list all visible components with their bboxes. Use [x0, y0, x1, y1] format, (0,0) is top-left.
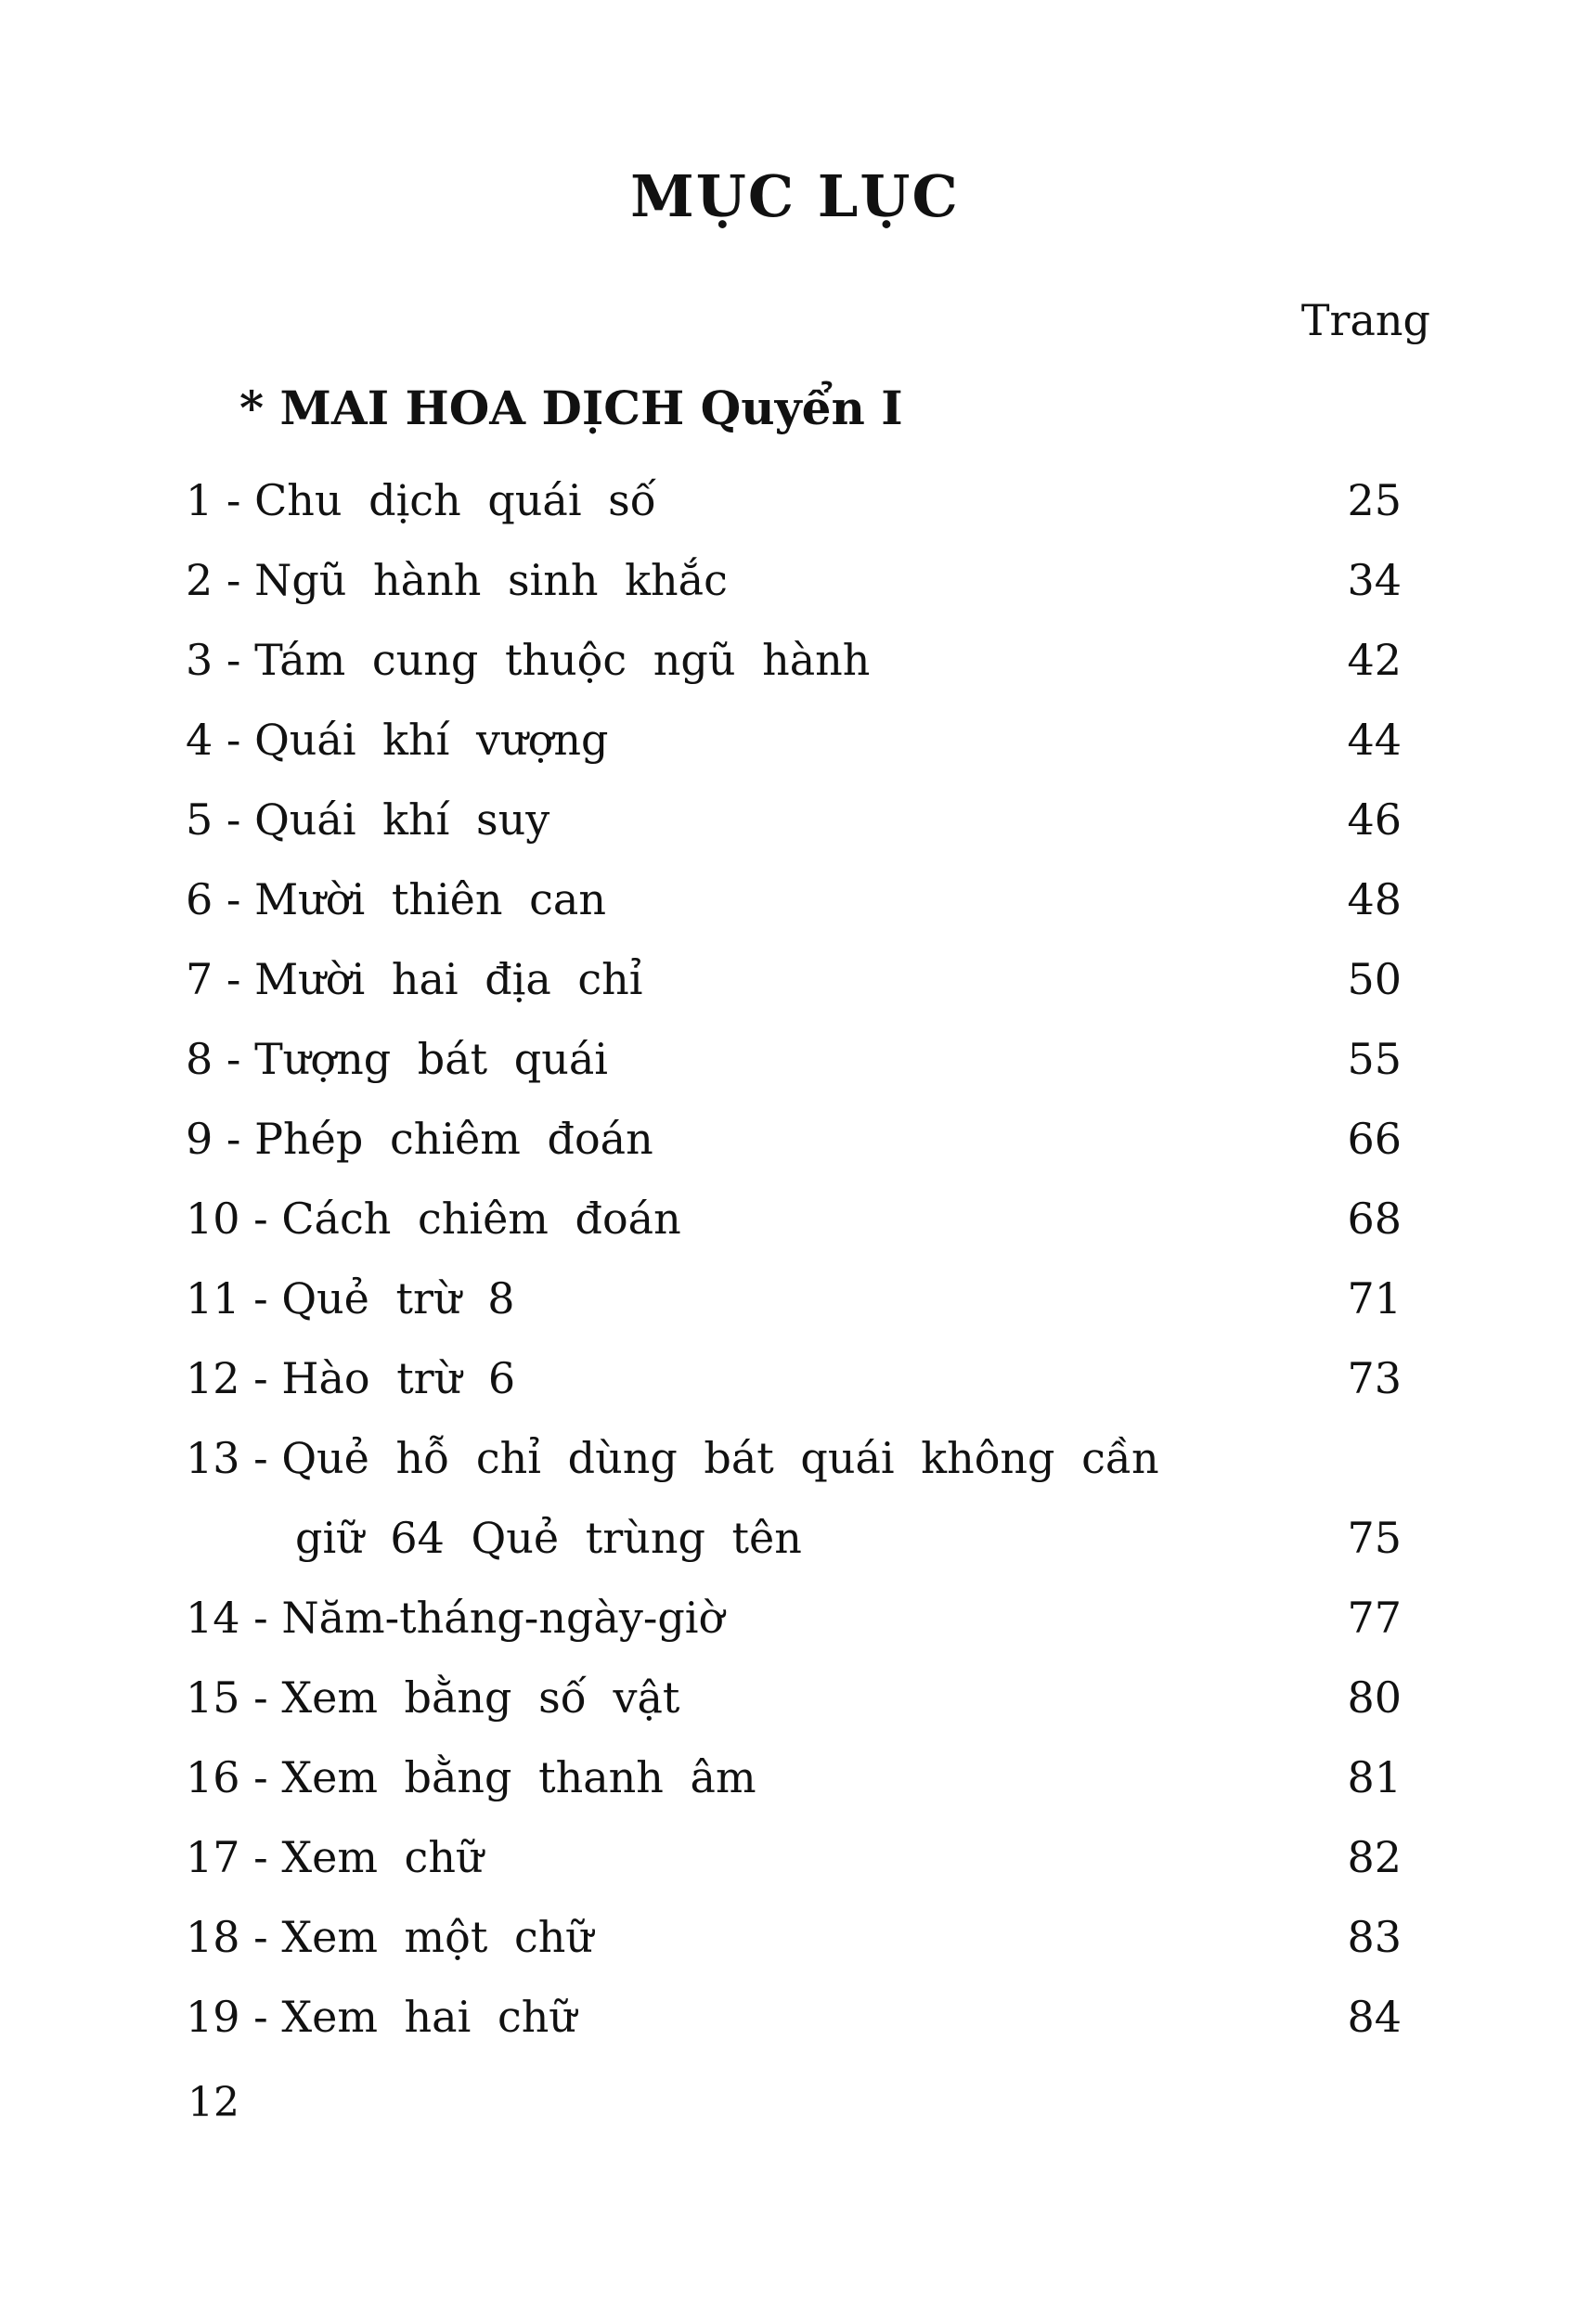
toc-list	[186, 460, 1402, 2057]
toc-entry: 8 - Tượng bát quái 55	[186, 1019, 1402, 1099]
page-column-label: Trang	[1300, 295, 1430, 345]
entry-page: 48	[1347, 874, 1402, 924]
toc-entry: 9 - Phép chiêm đoán 66	[186, 1099, 1402, 1179]
toc-entry: 1 - Chu dịch quái số 25	[186, 460, 1402, 540]
toc-entry: 17 - Xem chữ 82	[186, 1817, 1402, 1897]
toc-entry: 11 - Quẻ trừ 8 71	[186, 1259, 1402, 1338]
entry-title: Chu dịch quái số	[254, 475, 656, 525]
entry-number: 11	[186, 1273, 240, 1323]
entry-page: 34	[1347, 555, 1402, 605]
entry-title: Cách chiêm đoán	[281, 1194, 681, 1244]
entry-title: Xem một chữ	[281, 1912, 593, 1962]
toc-entry: 7 - Mười hai địa chỉ 50	[186, 939, 1402, 1019]
entry-title: Tượng bát quái	[254, 1034, 608, 1084]
entry-title: Phép chiêm đoán	[254, 1114, 653, 1164]
entry-title: Mười thiên can	[254, 874, 606, 924]
entry-number: 15	[186, 1672, 240, 1723]
page-number: 12	[187, 2079, 239, 2126]
toc-entry: 13 - Quẻ hỗ chỉ dùng bát quái không cần giữ 64 Quẻ trùng tên 75	[186, 1418, 1402, 1578]
entry-title: Xem chữ	[281, 1832, 484, 1882]
section-heading: * MAI HOA DỊCH Quyển I	[239, 381, 903, 435]
entry-number: 19	[186, 1992, 240, 2042]
entry-page: 82	[1347, 1832, 1402, 1882]
entry-number: 14	[186, 1593, 240, 1643]
entry-title: Xem bằng số vật	[281, 1672, 680, 1723]
entry-number: 6	[186, 874, 213, 924]
entry-page: 66	[1347, 1114, 1402, 1164]
toc-entry: 3 - Tám cung thuộc ngũ hành 42	[186, 620, 1402, 700]
entry-page: 75	[1347, 1513, 1402, 1563]
entry-number: 8	[186, 1034, 213, 1084]
entry-page: 83	[1347, 1912, 1402, 1962]
entry-title: Mười hai địa chỉ	[254, 954, 643, 1004]
entry-number: 7	[186, 954, 213, 1004]
entry-page: 77	[1347, 1593, 1402, 1643]
entry-number: 2	[186, 555, 213, 605]
entry-page: 73	[1347, 1353, 1402, 1403]
entry-title: Hào trừ 6	[281, 1353, 516, 1403]
entry-page: 68	[1347, 1194, 1402, 1244]
toc-entry: 15 - Xem bằng số vật 80	[186, 1658, 1402, 1737]
entry-number: 4	[186, 715, 213, 765]
entry-page: 55	[1347, 1034, 1402, 1084]
entry-page: 71	[1347, 1273, 1402, 1323]
toc-entry: 14 - Năm-tháng-ngày-giờ 77	[186, 1578, 1402, 1658]
entry-number: 1	[186, 475, 213, 525]
entry-title: Quái khí suy	[254, 794, 550, 845]
entry-title-continuation: giữ 64 Quẻ trùng tên	[295, 1513, 802, 1563]
entry-title: Xem bằng thanh âm	[281, 1752, 756, 1802]
toc-entry: 12 - Hào trừ 6 73	[186, 1338, 1402, 1418]
entry-page: 50	[1347, 954, 1402, 1004]
entry-title: Quẻ hỗ chỉ dùng bát quái không cần	[281, 1433, 1159, 1483]
entry-page: 46	[1347, 794, 1402, 845]
entry-title: Tám cung thuộc ngũ hành	[254, 635, 871, 685]
toc-entry: 5 - Quái khí suy 46	[186, 780, 1402, 859]
entry-number: 12	[186, 1353, 240, 1403]
entry-title: Quẻ trừ 8	[281, 1273, 515, 1323]
toc-entry: 16 - Xem bằng thanh âm 81	[186, 1737, 1402, 1817]
entry-number: 10	[186, 1194, 240, 1244]
toc-entry: 4 - Quái khí vượng 44	[186, 700, 1402, 780]
entry-number: 16	[186, 1752, 240, 1802]
page-title: MỤC LỤC	[630, 162, 960, 230]
toc-entry: 19 - Xem hai chữ 84	[186, 1977, 1402, 2057]
entry-title: Năm-tháng-ngày-giờ	[281, 1593, 725, 1643]
entry-page: 80	[1347, 1672, 1402, 1723]
entry-number: 13	[186, 1433, 240, 1483]
entry-title: Ngũ hành sinh khắc	[254, 555, 728, 605]
entry-page: 84	[1347, 1992, 1402, 2042]
entry-number: 9	[186, 1114, 213, 1164]
entry-title: Quái khí vượng	[254, 715, 609, 765]
entry-page: 81	[1347, 1752, 1402, 1802]
entry-page: 44	[1347, 715, 1402, 765]
toc-entry: 6 - Mười thiên can 48	[186, 859, 1402, 939]
entry-number: 3	[186, 635, 213, 685]
entry-title: Xem hai chữ	[281, 1992, 576, 2042]
entry-page: 25	[1347, 475, 1402, 525]
entry-page: 42	[1347, 635, 1402, 685]
toc-entry: 2 - Ngũ hành sinh khắc 34	[186, 540, 1402, 620]
entry-number: 5	[186, 794, 213, 845]
entry-number: 18	[186, 1912, 240, 1962]
toc-entry: 10 - Cách chiêm đoán 68	[186, 1179, 1402, 1259]
toc-entry: 18 - Xem một chữ 83	[186, 1897, 1402, 1977]
entry-number: 17	[186, 1832, 240, 1882]
